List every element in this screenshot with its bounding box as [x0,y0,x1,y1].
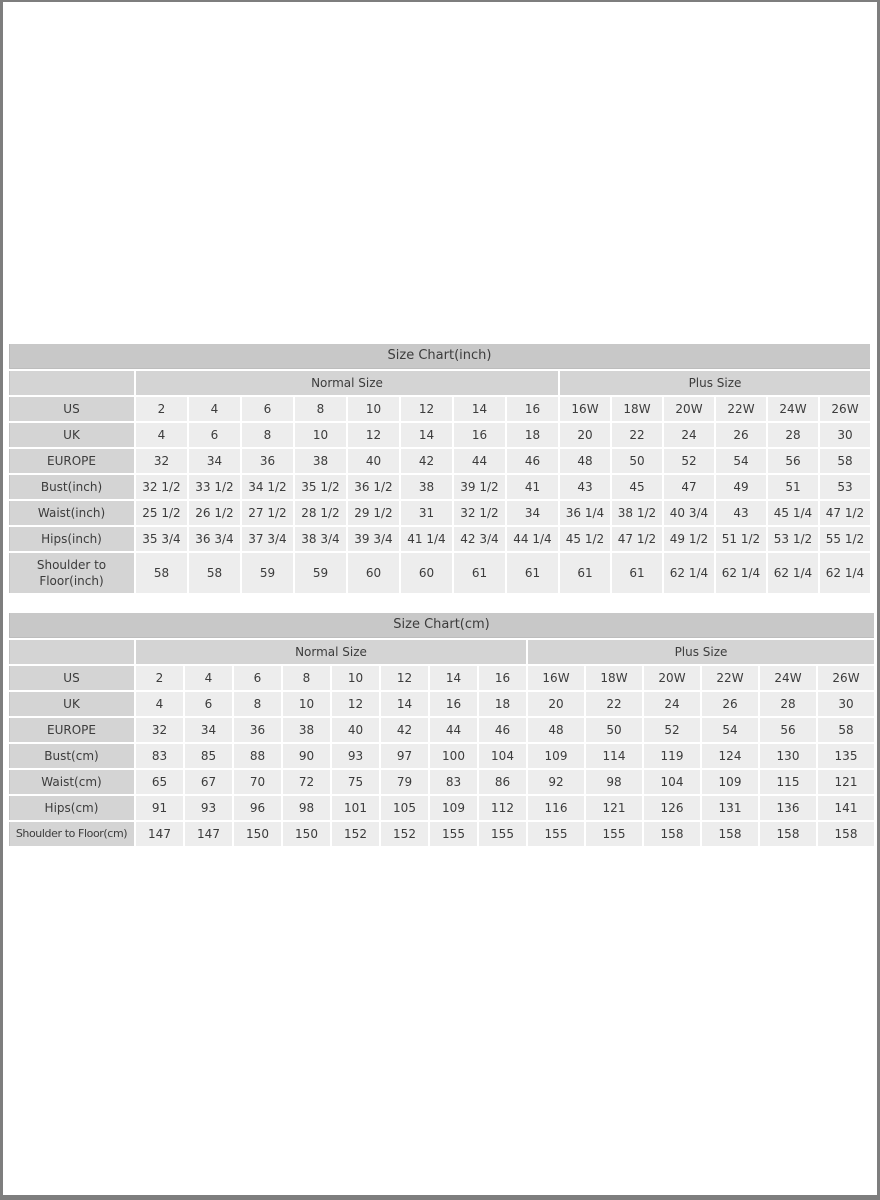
table-title-row [9,613,874,638]
size-value-cell: 22 [612,423,662,447]
size-value-cell: 70 [234,770,281,794]
size-value-cell: 22 [586,692,642,716]
size-value-cell: 41 1/4 [401,527,452,551]
table-row [9,397,870,421]
size-value-cell: 16 [507,397,558,421]
size-value-cell: 51 [768,475,818,499]
table-row [9,744,874,768]
size-value-cell: 12 [401,397,452,421]
size-value-cell: 158 [702,822,758,846]
size-value-cell: 40 [348,449,399,473]
size-value-cell: 47 [664,475,714,499]
size-value-cell: 54 [702,718,758,742]
size-value-cell: 51 1/2 [716,527,766,551]
table-row [9,553,870,593]
size-value-cell: 40 3/4 [664,501,714,525]
size-chart-content [3,2,877,848]
size-value-cell: 26W [818,666,874,690]
size-value-cell: 53 1/2 [768,527,818,551]
row-label: UK [9,692,134,716]
row-label: Hips(inch) [9,527,134,551]
size-value-cell: 16 [479,666,526,690]
size-value-cell: 4 [136,423,187,447]
size-value-cell: 14 [430,666,477,690]
size-value-cell: 37 3/4 [242,527,293,551]
size-value-cell: 38 [283,718,330,742]
size-value-cell: 30 [820,423,870,447]
size-value-cell: 39 3/4 [348,527,399,551]
size-value-cell: 56 [760,718,816,742]
size-value-cell: 98 [586,770,642,794]
group-header-row [9,371,870,395]
size-value-cell: 26 [716,423,766,447]
row-label: US [9,397,134,421]
size-value-cell: 47 1/2 [612,527,662,551]
size-value-cell: 26 [702,692,758,716]
size-value-cell: 39 1/2 [454,475,505,499]
table-title: Size Chart(cm) [9,613,874,638]
size-value-cell: 4 [189,397,240,421]
size-value-cell: 22W [702,666,758,690]
size-value-cell: 67 [185,770,232,794]
size-value-cell: 44 1/4 [507,527,558,551]
size-value-cell: 30 [818,692,874,716]
size-value-cell: 75 [332,770,379,794]
size-value-cell: 47 1/2 [820,501,870,525]
size-value-cell: 16W [560,397,610,421]
size-value-cell: 83 [430,770,477,794]
table-row [9,770,874,794]
size-value-cell: 59 [242,553,293,593]
size-value-cell: 49 1/2 [664,527,714,551]
size-value-cell: 126 [644,796,700,820]
size-value-cell: 130 [760,744,816,768]
size-value-cell: 100 [430,744,477,768]
size-value-cell: 8 [283,666,330,690]
size-value-cell: 12 [332,692,379,716]
row-label: US [9,666,134,690]
size-value-cell: 56 [768,449,818,473]
size-value-cell: 38 1/2 [612,501,662,525]
size-value-cell: 158 [818,822,874,846]
size-value-cell: 8 [295,397,346,421]
size-value-cell: 135 [818,744,874,768]
size-value-cell: 14 [381,692,428,716]
size-value-cell: 22W [716,397,766,421]
size-value-cell: 42 3/4 [454,527,505,551]
size-value-cell: 61 [507,553,558,593]
size-value-cell: 136 [760,796,816,820]
table-row [9,796,874,820]
size-value-cell: 38 [401,475,452,499]
size-value-cell: 34 1/2 [242,475,293,499]
size-value-cell: 16 [430,692,477,716]
size-value-cell: 2 [136,666,183,690]
size-value-cell: 40 [332,718,379,742]
size-value-cell: 61 [612,553,662,593]
size-value-cell: 45 1/2 [560,527,610,551]
size-value-cell: 44 [430,718,477,742]
size-value-cell: 131 [702,796,758,820]
size-value-cell: 6 [189,423,240,447]
table-row [9,475,870,499]
size-value-cell: 53 [820,475,870,499]
size-value-cell: 52 [664,449,714,473]
row-label: EUROPE [9,449,134,473]
size-value-cell: 16W [528,666,584,690]
size-value-cell: 18W [586,666,642,690]
size-value-cell: 4 [185,666,232,690]
size-value-cell: 33 1/2 [189,475,240,499]
row-label: Waist(cm) [9,770,134,794]
size-value-cell: 91 [136,796,183,820]
size-value-cell: 24 [664,423,714,447]
size-value-cell: 58 [818,718,874,742]
size-value-cell: 98 [283,796,330,820]
group-header-row [9,640,874,664]
size-value-cell: 29 1/2 [348,501,399,525]
size-value-cell: 50 [586,718,642,742]
size-value-cell: 34 [185,718,232,742]
size-value-cell: 62 1/4 [768,553,818,593]
size-value-cell: 109 [430,796,477,820]
table-row [9,692,874,716]
size-value-cell: 121 [586,796,642,820]
corner-cell [9,640,134,664]
size-value-cell: 44 [454,449,505,473]
size-value-cell: 26 1/2 [189,501,240,525]
size-value-cell: 48 [528,718,584,742]
size-value-cell: 20W [644,666,700,690]
size-value-cell: 104 [644,770,700,794]
table-row [9,527,870,551]
size-value-cell: 152 [381,822,428,846]
row-label: Shoulder to Floor(cm) [9,822,134,846]
size-value-cell: 50 [612,449,662,473]
row-label: Hips(cm) [9,796,134,820]
size-value-cell: 31 [401,501,452,525]
size-value-cell: 58 [189,553,240,593]
size-value-cell: 93 [185,796,232,820]
size-value-cell: 28 [760,692,816,716]
size-value-cell: 62 1/4 [820,553,870,593]
size-value-cell: 34 [507,501,558,525]
group-header-plus-size: Plus Size [560,371,870,395]
size-value-cell: 96 [234,796,281,820]
size-value-cell: 25 1/2 [136,501,187,525]
size-value-cell: 28 1/2 [295,501,346,525]
size-chart-inch-table [7,342,872,595]
size-value-cell: 60 [401,553,452,593]
size-value-cell: 35 1/2 [295,475,346,499]
size-value-cell: 119 [644,744,700,768]
table-row [9,449,870,473]
size-value-cell: 38 [295,449,346,473]
size-chart-cm-table [7,611,876,848]
size-value-cell: 24W [768,397,818,421]
size-value-cell: 35 3/4 [136,527,187,551]
size-value-cell: 152 [332,822,379,846]
size-value-cell: 28 [768,423,818,447]
row-label: UK [9,423,134,447]
size-value-cell: 121 [818,770,874,794]
size-value-cell: 43 [560,475,610,499]
size-value-cell: 114 [586,744,642,768]
size-value-cell: 61 [560,553,610,593]
size-value-cell: 24 [644,692,700,716]
size-value-cell: 115 [760,770,816,794]
size-value-cell: 45 1/4 [768,501,818,525]
size-value-cell: 101 [332,796,379,820]
size-value-cell: 8 [234,692,281,716]
size-value-cell: 58 [136,553,187,593]
row-label: Shoulder to Floor(inch) [9,553,134,593]
size-value-cell: 42 [381,718,428,742]
size-value-cell: 62 1/4 [664,553,714,593]
size-value-cell: 54 [716,449,766,473]
size-value-cell: 26W [820,397,870,421]
size-value-cell: 112 [479,796,526,820]
size-value-cell: 36 1/4 [560,501,610,525]
size-value-cell: 14 [401,423,452,447]
size-value-cell: 116 [528,796,584,820]
size-value-cell: 46 [507,449,558,473]
size-value-cell: 6 [242,397,293,421]
size-value-cell: 55 1/2 [820,527,870,551]
size-value-cell: 6 [234,666,281,690]
size-value-cell: 34 [189,449,240,473]
size-value-cell: 62 1/4 [716,553,766,593]
size-value-cell: 97 [381,744,428,768]
size-value-cell: 36 [242,449,293,473]
size-value-cell: 36 [234,718,281,742]
size-value-cell: 43 [716,501,766,525]
size-value-cell: 150 [234,822,281,846]
size-value-cell: 109 [528,744,584,768]
size-value-cell: 38 3/4 [295,527,346,551]
size-value-cell: 32 [136,449,187,473]
corner-cell [9,371,134,395]
size-value-cell: 104 [479,744,526,768]
table-row [9,501,870,525]
size-value-cell: 155 [528,822,584,846]
size-value-cell: 20 [560,423,610,447]
size-value-cell: 10 [295,423,346,447]
size-value-cell: 58 [820,449,870,473]
table-row [9,423,870,447]
size-value-cell: 52 [644,718,700,742]
size-value-cell: 49 [716,475,766,499]
size-value-cell: 10 [332,666,379,690]
size-value-cell: 79 [381,770,428,794]
row-label: EUROPE [9,718,134,742]
size-value-cell: 109 [702,770,758,794]
size-value-cell: 92 [528,770,584,794]
size-value-cell: 48 [560,449,610,473]
size-value-cell: 93 [332,744,379,768]
size-value-cell: 32 [136,718,183,742]
size-value-cell: 158 [760,822,816,846]
size-value-cell: 18W [612,397,662,421]
size-value-cell: 27 1/2 [242,501,293,525]
size-value-cell: 155 [430,822,477,846]
size-value-cell: 105 [381,796,428,820]
size-value-cell: 124 [702,744,758,768]
size-value-cell: 45 [612,475,662,499]
size-value-cell: 86 [479,770,526,794]
table-title-row [9,344,870,369]
size-value-cell: 88 [234,744,281,768]
size-value-cell: 155 [479,822,526,846]
group-header-plus-size: Plus Size [528,640,874,664]
size-value-cell: 141 [818,796,874,820]
size-value-cell: 20 [528,692,584,716]
size-value-cell: 4 [136,692,183,716]
size-value-cell: 8 [242,423,293,447]
row-label: Bust(inch) [9,475,134,499]
size-value-cell: 60 [348,553,399,593]
row-label: Waist(inch) [9,501,134,525]
size-value-cell: 36 1/2 [348,475,399,499]
size-value-cell: 36 3/4 [189,527,240,551]
size-value-cell: 147 [185,822,232,846]
table-row [9,666,874,690]
size-value-cell: 10 [283,692,330,716]
table-row [9,718,874,742]
size-value-cell: 85 [185,744,232,768]
size-value-cell: 12 [381,666,428,690]
size-value-cell: 59 [295,553,346,593]
size-value-cell: 150 [283,822,330,846]
size-value-cell: 32 1/2 [136,475,187,499]
size-value-cell: 16 [454,423,505,447]
row-label: Bust(cm) [9,744,134,768]
group-header-normal-size: Normal Size [136,371,558,395]
size-value-cell: 41 [507,475,558,499]
size-value-cell: 42 [401,449,452,473]
size-value-cell: 61 [454,553,505,593]
size-value-cell: 72 [283,770,330,794]
size-value-cell: 12 [348,423,399,447]
size-value-cell: 18 [507,423,558,447]
table-title: Size Chart(inch) [9,344,870,369]
size-value-cell: 6 [185,692,232,716]
table-row [9,822,874,846]
size-value-cell: 90 [283,744,330,768]
size-value-cell: 158 [644,822,700,846]
size-value-cell: 46 [479,718,526,742]
size-value-cell: 24W [760,666,816,690]
size-value-cell: 147 [136,822,183,846]
size-value-cell: 10 [348,397,399,421]
size-value-cell: 32 1/2 [454,501,505,525]
size-value-cell: 14 [454,397,505,421]
size-value-cell: 65 [136,770,183,794]
group-header-normal-size: Normal Size [136,640,526,664]
size-value-cell: 20W [664,397,714,421]
size-value-cell: 83 [136,744,183,768]
size-value-cell: 2 [136,397,187,421]
size-value-cell: 155 [586,822,642,846]
size-value-cell: 18 [479,692,526,716]
